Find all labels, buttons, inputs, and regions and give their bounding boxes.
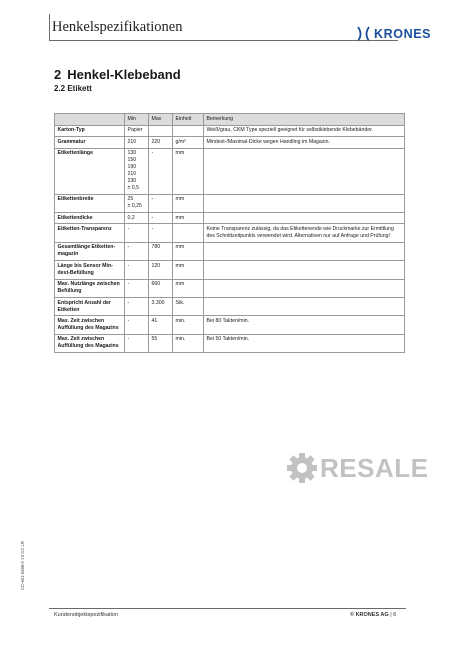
table-body	[55, 125, 405, 353]
table-cell-unit: Stk.	[173, 298, 204, 316]
spec-table	[54, 113, 405, 353]
table-cell-unit: min.	[173, 316, 204, 334]
table-cell-min: 130 150 190 210 230 ± 0,5	[125, 148, 149, 194]
table-cell-remark	[204, 212, 405, 224]
footer-brand: © KRONES AG	[350, 612, 389, 618]
table-row	[55, 242, 405, 260]
table-cell-max: 660	[149, 279, 173, 297]
table-cell-param: Grammatur	[55, 137, 125, 149]
table-cell-remark	[204, 148, 405, 194]
table-cell-unit	[173, 125, 204, 137]
table-cell-min: 0,2	[125, 212, 149, 224]
header-title: Henkelspezifikationen	[52, 19, 183, 35]
header-divider-vertical	[49, 14, 50, 40]
table-cell-unit: mm	[173, 194, 204, 212]
document-code: CC-601-0488-0 V3 CC LR	[20, 541, 25, 590]
column-header: Min	[125, 114, 149, 126]
table-cell-min: -	[125, 242, 149, 260]
table-cell-unit: mm	[173, 148, 204, 194]
table-cell-unit: g/m²	[173, 137, 204, 149]
table-header-row	[55, 114, 405, 126]
table-cell-remark	[204, 298, 405, 316]
table-row	[55, 194, 405, 212]
table-cell-min: 210	[125, 137, 149, 149]
table-cell-min: -	[125, 334, 149, 352]
sub-heading: 2.2 Etikett	[54, 84, 92, 93]
table-row	[55, 125, 405, 137]
table-cell-min: Papier	[125, 125, 149, 137]
table-cell-remark: Bei 80 Takten/min.	[204, 316, 405, 334]
table-cell-param: Max. Zeit zwischen Auffüllung des Magazins	[55, 316, 125, 334]
table-cell-max: 120	[149, 261, 173, 279]
footer-document-name: Kundenobjektspezifikation	[54, 612, 118, 618]
table-cell-remark: Weiß/grau, CKM Type speziell geeignet für selbstklebende Klebebänder.	[204, 125, 405, 137]
table-cell-remark	[204, 261, 405, 279]
table-cell-remark: Mindest-/Maximal-Dicke wegen Handling im Magazin.	[204, 137, 405, 149]
table-cell-param: Max. Zeit zwischen Auffüllung des Magazins	[55, 334, 125, 352]
table-cell-max: 780	[149, 242, 173, 260]
table-cell-min: -	[125, 279, 149, 297]
table-cell-max: -	[149, 148, 173, 194]
table-row	[55, 148, 405, 194]
column-header	[55, 114, 125, 126]
table-cell-unit: mm	[173, 212, 204, 224]
section-heading	[54, 67, 181, 82]
column-header: Bemerkung	[204, 114, 405, 126]
gear-icon	[286, 452, 318, 484]
section-number: 2	[54, 67, 62, 82]
table-cell-param: Länge bis Sensor Mindest-Befüllung	[55, 261, 125, 279]
resale-watermark	[286, 452, 428, 484]
table-cell-param: Karton-Typ	[55, 125, 125, 137]
table-cell-remark: Keine Transparenz zulässig, da das Etikettenende wie Druckmarke zur Ermittlung des Schnittzeitpunkts verwendet wird. Alternativen nur auf Anfrage und Prüfung!	[204, 224, 405, 242]
table-row	[55, 224, 405, 242]
table-cell-param: Etikettenlänge	[55, 148, 125, 194]
table-cell-max: 220	[149, 137, 173, 149]
table-cell-max: 55	[149, 334, 173, 352]
table-cell-max: 3.300	[149, 298, 173, 316]
table-row	[55, 279, 405, 297]
table-row	[55, 261, 405, 279]
table-cell-remark	[204, 279, 405, 297]
table-row	[55, 212, 405, 224]
table-row	[55, 137, 405, 149]
table-cell-unit: min.	[173, 334, 204, 352]
table-cell-unit: mm	[173, 261, 204, 279]
table-cell-unit: mm	[173, 242, 204, 260]
table-cell-max: -	[149, 224, 173, 242]
table-cell-remark	[204, 242, 405, 260]
table-cell-param: Etiketten-Transparenz	[55, 224, 125, 242]
table-cell-unit	[173, 224, 204, 242]
table-cell-min: -	[125, 261, 149, 279]
table-cell-unit: mm	[173, 279, 204, 297]
logo-text: KRONES	[374, 27, 432, 41]
table-cell-min: -	[125, 316, 149, 334]
table-cell-param: Entspricht Anzahl der Etiketten	[55, 298, 125, 316]
table-cell-param: Etikettendicke	[55, 212, 125, 224]
table-cell-max: -	[149, 212, 173, 224]
footer-rule	[49, 608, 406, 609]
table-cell-param: Gesamtlänge Etikettenmagazin	[55, 242, 125, 260]
column-header: Max	[149, 114, 173, 126]
table-cell-remark: Bei 50 Takten/min.	[204, 334, 405, 352]
table-cell-max: -	[149, 194, 173, 212]
page-number: 6	[393, 612, 397, 618]
table-cell-min: -	[125, 224, 149, 242]
table-cell-remark	[204, 194, 405, 212]
watermark-text: RESALE	[320, 452, 429, 483]
table-cell-max	[149, 125, 173, 137]
table-cell-min: 25 ± 0,25	[125, 194, 149, 212]
header-rule	[49, 40, 398, 41]
table-row	[55, 298, 405, 316]
table-row	[55, 334, 405, 352]
footer-page-info	[350, 612, 396, 618]
column-header: Einheit	[173, 114, 204, 126]
table-cell-max: 41	[149, 316, 173, 334]
footer-separator: |	[390, 612, 392, 618]
table-cell-min: -	[125, 298, 149, 316]
table-cell-param: Etikettenbreite	[55, 194, 125, 212]
table-cell-param: Max. Nutzlänge zwischen Befüllung	[55, 279, 125, 297]
section-title: Henkel-Klebeband	[67, 67, 181, 82]
table-row	[55, 316, 405, 334]
